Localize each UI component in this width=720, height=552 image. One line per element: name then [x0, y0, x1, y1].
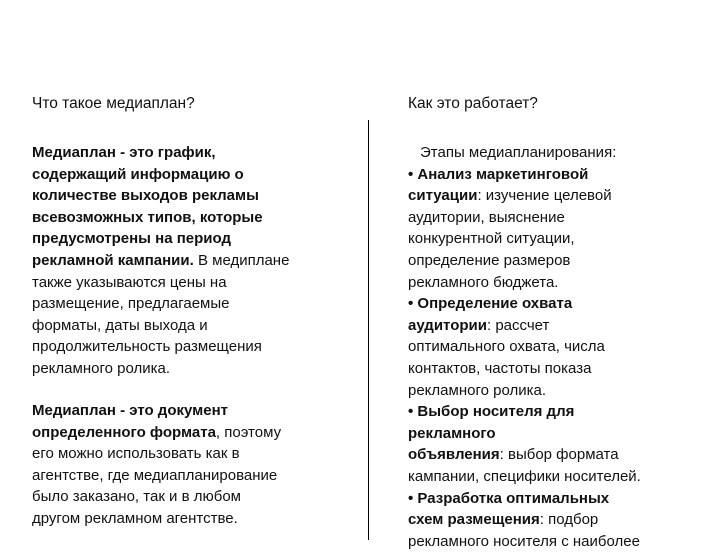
definition-paragraph-1	[32, 142, 289, 380]
mixed-line	[408, 185, 641, 207]
bold-fragment: определенного формата	[32, 423, 216, 441]
paragraph-text	[32, 400, 281, 530]
stage-title: • Разработка оптимальных	[408, 489, 610, 507]
bold-line: Медиаплан - это документ	[32, 402, 228, 419]
stage-title: • Выбор носителя для	[408, 403, 575, 421]
text-line: также указываются цены на	[32, 273, 227, 291]
stage-title: • Анализ маркетинговой	[408, 165, 589, 183]
text-line: продолжительность размещения	[32, 338, 262, 356]
text-line: аудитории, выяснение	[408, 208, 565, 226]
text-line: контактов, частоты показа	[408, 359, 592, 377]
text-line: размещение, предлагаемые	[32, 295, 230, 313]
bold-line: рекламного	[408, 424, 496, 442]
text-fragment: , поэтому	[215, 423, 282, 441]
mixed-line	[408, 509, 641, 531]
stages-title: Этапы медиапланирования:	[420, 144, 617, 161]
text-line: рекламного ролика.	[32, 359, 170, 377]
text-line: оптимального охвата, числа	[408, 338, 605, 356]
column-divider	[368, 120, 369, 540]
right-heading: Как это работает?	[408, 95, 538, 112]
left-heading: Что такое медиаплан?	[32, 95, 195, 112]
text-line: агентстве, где медиапланирование	[32, 466, 278, 484]
stages-list	[408, 142, 641, 552]
bold-line: предусмотрены на период	[32, 230, 231, 248]
bold-line: всевозможных типов, которые	[32, 208, 263, 226]
stages-text	[408, 142, 641, 552]
text-line: его можно использовать как в	[32, 445, 240, 463]
bold-fragment: ситуации	[408, 187, 478, 205]
bold-line: содержащий информацию о	[32, 165, 244, 183]
text-fragment: : изучение целевой	[477, 187, 612, 205]
mixed-line	[408, 444, 641, 466]
definition-paragraph-2	[32, 400, 281, 530]
text-line: другом рекламном агентстве.	[32, 509, 238, 527]
mixed-line	[32, 422, 281, 444]
text-fragment: : выбор формата	[499, 446, 619, 464]
stage-title: • Определение охвата	[408, 295, 573, 313]
text-line: рекламного ролика.	[408, 381, 546, 399]
text-fragment: В медиплане	[193, 251, 290, 269]
bold-fragment: схем размещения	[408, 511, 540, 529]
bold-fragment: аудитории	[408, 316, 487, 334]
text-line: определение размеров	[408, 251, 571, 269]
text-line: форматы, даты выхода и	[32, 316, 208, 334]
text-line: рекламного бюджета.	[408, 273, 559, 291]
mixed-line	[408, 315, 641, 337]
mixed-line	[32, 250, 289, 272]
text-fragment: : рассчет	[486, 316, 550, 334]
text-line: конкурентной ситуации,	[408, 230, 575, 248]
text-fragment: : подбор	[539, 511, 599, 529]
bold-line: количестве выходов рекламы	[32, 187, 259, 205]
bold-fragment: объявления	[408, 446, 500, 464]
bold-line: Медиаплан - это график,	[32, 144, 216, 161]
bold-fragment: рекламной кампании.	[32, 251, 194, 269]
text-line: кампании, специфики носителей.	[408, 467, 641, 485]
paragraph-text	[32, 142, 289, 380]
text-line: было заказано, так и в любом	[32, 488, 241, 506]
text-line: рекламного носителя с наиболее	[408, 532, 640, 550]
